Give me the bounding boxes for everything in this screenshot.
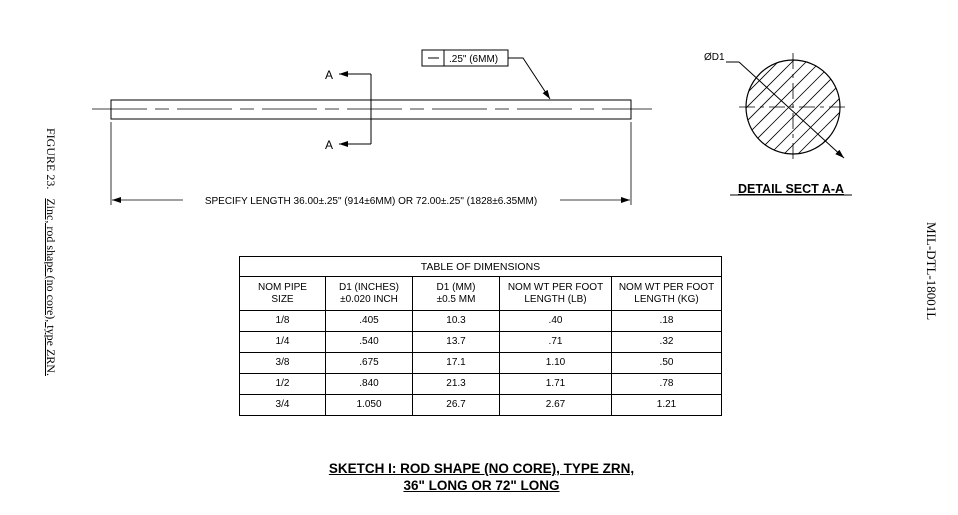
table-row bbox=[240, 353, 722, 374]
table-cell: .40 bbox=[500, 311, 612, 332]
column-header-weight-kg: NOM WT PER FOOT LENGTH (KG) bbox=[612, 277, 722, 311]
table-cell: 1.10 bbox=[500, 353, 612, 374]
table-cell: .540 bbox=[326, 332, 413, 353]
table-row bbox=[240, 395, 722, 416]
table-row bbox=[240, 332, 722, 353]
table-cell: 3/8 bbox=[240, 353, 326, 374]
section-label-top: A bbox=[325, 68, 334, 82]
table-cell: 1.71 bbox=[500, 374, 612, 395]
figure-caption bbox=[43, 128, 58, 376]
table-cell: 3/4 bbox=[240, 395, 326, 416]
table-cell: 1.21 bbox=[612, 395, 722, 416]
table-cell: .18 bbox=[612, 311, 722, 332]
table-row bbox=[240, 311, 722, 332]
table-cell: 1/2 bbox=[240, 374, 326, 395]
column-header-d1-inches: D1 (INCHES) ±0.020 INCH bbox=[326, 277, 413, 311]
table-cell: .71 bbox=[500, 332, 612, 353]
sketch-title bbox=[240, 460, 723, 494]
table-cell: 2.67 bbox=[500, 395, 612, 416]
table-cell: 26.7 bbox=[413, 395, 500, 416]
length-dimension: SPECIFY LENGTH 36.00±.25" (914±6MM) OR 72.00±.25" (1828±6.35MM) bbox=[204, 196, 538, 207]
table-cell: .50 bbox=[612, 353, 722, 374]
sketch-title-line-2: 36" LONG OR 72" LONG bbox=[403, 478, 560, 493]
table-cell: 10.3 bbox=[413, 311, 500, 332]
table-cell: 13.7 bbox=[413, 332, 500, 353]
table-cell: 21.3 bbox=[413, 374, 500, 395]
table-cell: .32 bbox=[612, 332, 722, 353]
table-row bbox=[240, 374, 722, 395]
table-cell: .840 bbox=[326, 374, 413, 395]
callout-leader bbox=[508, 58, 550, 99]
section-label-bottom: A bbox=[325, 138, 334, 152]
figure-caption-text: Zinc, rod shape (no core), type ZRN. bbox=[44, 198, 58, 376]
detail-section-a-a bbox=[704, 50, 856, 196]
figure-number: FIGURE 23. bbox=[44, 128, 58, 190]
table-cell: .675 bbox=[326, 353, 413, 374]
diameter-label: ØD1 bbox=[704, 52, 725, 63]
column-header-pipe-size: NOM PIPE SIZE bbox=[240, 277, 326, 311]
table-cell: .405 bbox=[326, 311, 413, 332]
sketch-title-line-1: SKETCH I: ROD SHAPE (NO CORE), TYPE ZRN, bbox=[328, 461, 635, 476]
table-title: TABLE OF DIMENSIONS bbox=[240, 257, 722, 277]
table-cell: 1/8 bbox=[240, 311, 326, 332]
table-of-dimensions bbox=[239, 256, 722, 416]
table-cell: 1/4 bbox=[240, 332, 326, 353]
table-cell: 17.1 bbox=[413, 353, 500, 374]
column-header-d1-mm: D1 (MM) ±0.5 MM bbox=[413, 277, 500, 311]
document-number: MIL-DTL-18001L bbox=[924, 222, 939, 321]
column-header-weight-lb: NOM WT PER FOOT LENGTH (LB) bbox=[500, 277, 612, 311]
flatness-callout-value: .25" (6MM) bbox=[449, 54, 499, 65]
rod-side-view bbox=[92, 50, 652, 207]
detail-title: DETAIL SECT A-A bbox=[737, 182, 845, 196]
table-cell: 1.050 bbox=[326, 395, 413, 416]
table-cell: .78 bbox=[612, 374, 722, 395]
